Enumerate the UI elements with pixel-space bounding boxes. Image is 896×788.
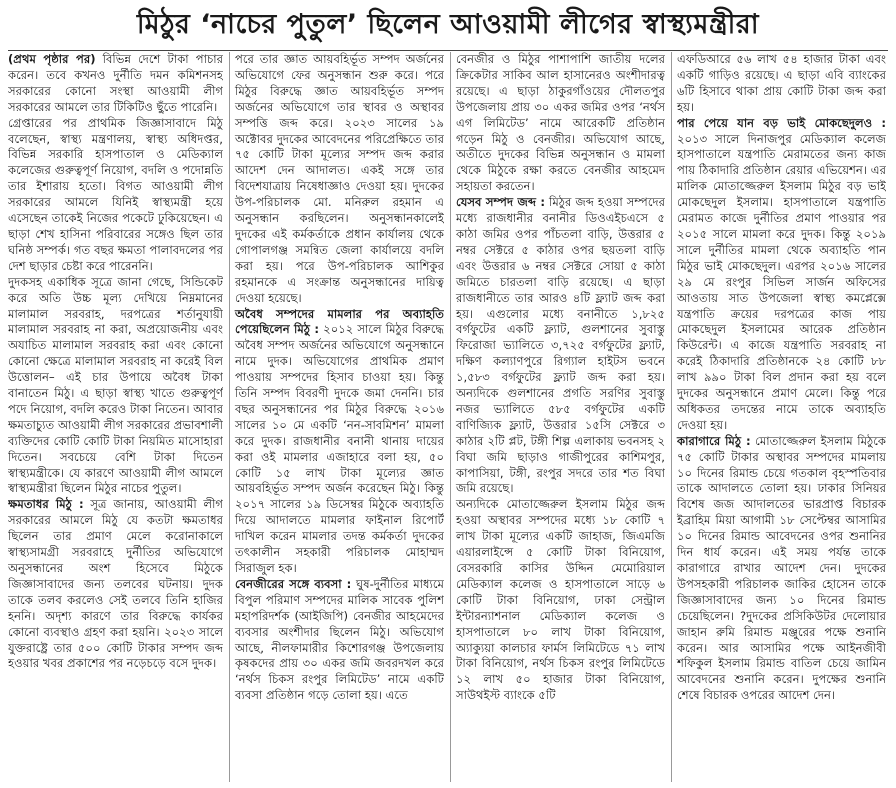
paragraph-text: ঘুষ-দুর্নীতির মাধ্যমে বিপুল পরিমাণ সম্পদের মালিক সাবেক পুলিশ মহাপরিদর্শক (আইজিপি) বেনজীর আহমেদের ব্যবসার অংশীদার ছিলেন মিঠু। অভিযোগ আছে, নীলফামারীর কিশোরগঞ্জ উপজেলায় কৃষকদের প্রায় ৩০ একর জমি জবরদখল করে ‘নর্থস চিকস রংপুর লিমিটেড’ নামে একটি ব্যবসা প্রতিষ্ঠান গড়ে তোলা হয়। এতে bbox=[235, 576, 444, 703]
subheading: ক্ষমতাধর মিঠু : bbox=[8, 497, 84, 512]
continued-from-marker: (প্রথম পৃষ্ঠার পর) bbox=[8, 52, 96, 66]
paragraph bbox=[456, 195, 665, 497]
paragraph bbox=[235, 307, 444, 577]
paragraph: বেনজীর ও মিঠুর পাশাপাশি জাতীয় দলের ক্রিকেটার সাকিব আল হাসানেরও অংশীদারত্ব রয়েছে। এ ছাড়া ঠাকুরগাঁওয়ের দৌলতপুর উপজেলায় প্রায় ৩০ একর জমির ওপর ‘নর্থস এগ লিমিটেড’ নামে আরেকটি প্রতিষ্ঠান গড়েন মিঠু ও বেনজীর। অভিযোগ আছে, অতীতে দুদকের বিভিন্ন অনুসন্ধান ও মামলা থেকে মিঠুকে রক্ষা করতে বেনজীর আহমেদ সহায়তা করতেন। bbox=[456, 52, 665, 194]
subheading: অবৈধ সম্পদের মামলার পর অব্যাহতি পেয়েছিলেন মিঠু : bbox=[235, 306, 444, 337]
paragraph-text: ২০১২ সালে মিঠুর বিরুদ্ধে অবৈধ সম্পদ অর্জনের অভিযোগে অনুসন্ধানে নামে দুদক। অভিযোগের প্রাথমিক প্রমাণ পাওয়ায় সম্পদের হিসাব চাওয়া হয়। কিন্তু তিনি সম্পদ বিবরণী দুদকে জমা দেননি। চার বছর অনুসন্ধানের পর মিঠুর বিরুদ্ধে ২০১৬ সালের ১০ মে একটি ‘নন-সাবমিশন’ মামলা করে দুদক। রাজধানীর বনানী থানায় দায়ের করা ওই মামলার এজাহারে বলা হয়, ৫০ কোটি ১৫ লাখ টাকা মূল্যের জ্ঞাত আয়বহির্ভূত সম্পদ অর্জন করেছেন মিঠু। কিন্তু ২০১৭ সালের ১৯ ডিসেম্বর মিঠুকে অব্যাহতি দিয়ে আদালতে মামলার ফাইনাল রিপোর্ট দাখিল করেন মামলার তদন্ত কর্মকর্তা দুদকের তৎকালীন সহকারী পরিচালক মোহাম্মদ সিরাজুল হক। bbox=[235, 322, 444, 575]
article-column-3 bbox=[450, 52, 665, 782]
subheading: যেসব সম্পদ জব্দ : bbox=[456, 195, 545, 210]
subheading: কারাগারে মিঠু : bbox=[677, 433, 751, 448]
article-column-1 bbox=[8, 52, 223, 782]
article-headline: মিঠুর ‘নাচের পুতুল’ ছিলেন আওয়ামী লীগের স্বাস্থ্যমন্ত্রীরা bbox=[136, 9, 760, 40]
paragraph bbox=[235, 577, 444, 704]
headline-rule bbox=[8, 50, 888, 51]
paragraph: গ্রেপ্তারের পর প্রাথমিক জিজ্ঞাসাবাদে মিঠু বলেছেন, স্বাস্থ্য মন্ত্রণালয়, স্বাস্থ্য অধিদপ্তর, বিভিন্ন সরকারি হাসপাতাল ও মেডিক্যাল কলেজের গুরুত্বপূর্ণ নিয়োগ, বদলি ও পদোন্নতি তার ইশারায় হতো। বিগত আওয়ামী লীগ সরকারের আমলে যিনিই স্বাস্থ্যমন্ত্রী হয়ে এসেছেন তাকেই নিজের পকেটে ঢুকিয়েছেন। এ ছাড়া শেখ হাসিনা পরিবারের সঙ্গেও ছিল তার ঘনিষ্ঠ সম্পর্ক। গত বছর ক্ষমতা পালাবদলের পর দেশ ছাড়ার চেষ্টা করে পারেননি। bbox=[8, 115, 223, 273]
paragraph bbox=[677, 434, 886, 704]
paragraph bbox=[8, 52, 223, 116]
paragraph-text: মিঠুর জব্দ হওয়া সম্পদের মধ্যে রাজধানীর বনানীর ডিওএইচএসে ৫ কাঠা জমির ওপর পাঁচতলা বাড়ি, উত্তরার ৫ নম্বর সেক্টরে ৫ কাঠার ওপর ছয়তলা বাড়ি এবং উত্তরার ৬ নম্বর সেক্টরে সোয়া ৫ কাঠা জমিতে চারতলা বাড়ি রয়েছে। এ ছাড়া রাজধানীতে তার আরও ৪টি ফ্ল্যাট জব্দ করা হয়। এগুলোর মধ্যে বনানীতে ১,৮২৫ বর্গফুটের একটি ফ্ল্যাট, গুলশানের সুবাস্তু ফিরোজা ভ্যালিতে ৩,৭২৫ বর্গফুটের ফ্ল্যাট, দক্ষিণ কল্যাণপুরে রিগ্যাল হাইটস ভবনে ১,৫৮৩ বর্গফুটের ফ্ল্যাট জব্দ করা হয়। অন্যদিকে গুলশানের প্রগতি সরণির সুবাস্তু নজর ভ্যালিতে ৫৮৫ বর্গফুটের একটি বাণিজ্যিক ফ্ল্যাট, উত্তরার ১৫সি সেক্টরে ৩ কাঠার ২টি প্লট, টঙ্গী শিল্প এলাকায় ভবনসহ ২ বিঘা জমি ছাড়াও গাজীপুরের কাশিমপুর, কাপাসিয়া, টঙ্গী, রংপুর সদরে তার শত বিঘা জমি রয়েছে। bbox=[456, 195, 665, 496]
paragraph: দুদকসহ একাধিক সূত্রে জানা গেছে, সিন্ডিকেট করে অতি উচ্চ মূল্য দেখিয়ে নিম্নমানের মালামাল সরবরাহ, দরপত্রের শর্তানুযায়ী মালামাল সরবরাহ না করা, অপ্রয়োজনীয় এবং অযাচিত মালামাল সরবরাহ করা এবং কোনো কোনো ক্ষেত্রে মালামাল সরবরাহ না করেই বিল উত্তোলন– এই চার উপায়ে অবৈধ টাকা বানাতেন মিঠু। এ ছাড়া স্বাস্থ্য খাতে গুরুত্বপূর্ণ পদে নিয়োগ, বদলি করেও টাকা নিতেন। আবার ক্ষমতাচ্যুত আওয়ামী লীগ সরকারের প্রভাবশালী ব্যক্তিদের কোটি কোটি টাকা নিয়মিত মাসোহারা দিতেন। সবচেয়ে বেশি টাকা দিতেন স্বাস্থ্যমন্ত্রীকে। যে কারণে আওয়ামী লীগ আমলে স্বাস্থ্যমন্ত্রীরা ছিলেন মিঠুর নাচের পুতুল। bbox=[8, 274, 223, 496]
paragraph: পরে তার জ্ঞাত আয়বহির্ভূত সম্পদ অর্জনের অভিযোগে ফের অনুসন্ধান শুরু করে। পরে মিঠুর বিরুদ্ধে জ্ঞাত আয়বহির্ভূত সম্পদ অর্জনের অভিযোগে তার স্থাবর ও অস্থাবর সম্পত্তি জব্দ করে। ২০২৩ সালের ১৯ অক্টোবর দুদকের আবেদনের পরিপ্রেক্ষিতে তার ৭৫ কোটি টাকা মূল্যের সম্পদ জব্দ করার আদেশ দেন আদালত। একই সঙ্গে তার বিদেশযাত্রায় নিষেধাজ্ঞাও দেওয়া হয়। দুদকের উপ-পরিচালক মো. মনিরুল রহমান এ অনুসন্ধান করছিলেন। অনুসন্ধানকালেই দুদকের এই কর্মকর্তাকে প্রধান কার্যালয় থেকে গোপালগঞ্জ সমন্বিত জেলা কার্যালয়ে বদলি করা হয়। পরে উপ-পরিচালক আশিকুর রহমানকে এ সংক্রান্ত অনুসন্ধানের দায়িত্ব দেওয়া হয়েছে। bbox=[235, 52, 444, 305]
paragraph bbox=[8, 497, 223, 672]
paragraph-text: মোতাজ্জেরুল ইসলাম মিঠুকে ৭৫ কোটি টাকার অস্থাবর সম্পদের মামলায় ১০ দিনের রিমান্ড চেয়ে গতকাল বৃহস্পতিবার তাকে আদালতে তোলা হয়। ঢাকার সিনিয়র বিশেষ জজ আদালতের ভারপ্রাপ্ত বিচারক ইব্রাহিম মিয়া আগামী ১৮ সেপ্টেম্বর আসামির ১০ দিনের রিমান্ড আবেদনের ওপর শুনানির দিন ধার্য করেন। এই সময় পর্যন্ত তাকে কারাগারে রাখার আদেশ দেন। দুদকের উপসহকারী পরিচালক জাকির হোসেন তাকে জিজ্ঞাসাবাদের জন্য ১০ দিনের রিমান্ড চেয়েছিলেন। ?দুদকের প্রসিকিউটর দেলোয়ার জাহান রুমি রিমান্ড মঞ্জুরের পক্ষে শুনানি করেন। আর আসামির পক্ষে আইনজীবী শফিকুল ইসলাম রিমান্ড বাতিল চেয়ে জামিন আবেদনের শুনানি করেন। দুপক্ষের শুনানি শেষে বিচারক ওপরের আদেশ দেন। bbox=[677, 433, 886, 703]
paragraph: এফডিআরে ৫৬ লাখ ৫৪ হাজার টাকা এবং একটি গাড়িও রয়েছে। এ ছাড়া এবি ব্যাংকের ৬টি হিসাবে থাকা প্রায় কোটি টাকা জব্দ করা হয়। bbox=[677, 52, 886, 114]
article-columns bbox=[8, 52, 888, 782]
paragraph-text: সূত্র জানায়, আওয়ামী লীগ সরকারের আমলে মিঠু যে কতটা ক্ষমতাধর ছিলেন তার প্রমাণ মেলে করোনাকালে স্বাস্থ্যসামগ্রী সরবরাহে দুর্নীতির অভিযোগে অনুসন্ধানের অংশ হিসেবে মিঠুকে জিজ্ঞাসাবাদের জন্য তলবের ঘটনায়। দুদক তাকে তলব করলেও সেই তলবে তিনি হাজির হননি। অদৃশ্য কারণে তার বিরুদ্ধে কার্যকর কোনো ব্যবস্থাও গ্রহণ করা হয়নি। ২০২৩ সালে যুক্তরাষ্ট্রে তার ৫০০ কোটি টাকার সম্পদ জব্দ হওয়ার খবর প্রকাশের পর নড়েচড়ে বসে দুদক। bbox=[8, 497, 223, 671]
paragraph: অন্যদিকে মোতাজ্জেরুল ইসলাম মিঠুর জব্দ হওয়া অস্থাবর সম্পদের মধ্যে ১৮ কোটি ৭ লাখ টাকা মূল্যের একটি জাহাজ, জিএমজি এয়ারলাইন্সে ৫ কোটি টাকা বিনিয়োগ, বেসরকারি কাসির উদ্দিন মেমোরিয়াল মেডিক্যাল কলেজ ও হাসপাতালে সাড়ে ৬ কোটি টাকা বিনিয়োগ, ঢাকা সেন্ট্রাল ইন্টারন্যাশনাল মেডিক্যাল কলেজ ও হাসপাতালে ৮০ লাখ টাকা বিনিয়োগ, অ্যাক্যুয়া কালচার ফার্মস লিমিটেডে ৭১ লাখ টাকা বিনিয়োগ, নর্থস চিকস রংপুর লিমিটেডে ১২ লাখ ৫০ হাজার টাকা বিনিয়োগ, সাউথইস্ট ব্যাংকে ৫টি bbox=[456, 497, 665, 703]
paragraph-text: ২০১৩ সালে দিনাজপুর মেডিক্যাল কলেজ হাসপাতালে যন্ত্রপাতি মেরামতের জন্য কাজ পায় ঠিকাদারি প্রতিষ্ঠান রেয়ার এভিয়েশন। এর মালিক মোতাজ্জেরুল ইসলাম মিঠুর বড় ভাই মোকছেদুল ইসলাম। হাসপাতালে যন্ত্রপাতি মেরামত কাজে দুর্নীতির প্রমাণ পাওয়ার পর ২০১৫ সালে মামলা করে দুদক। কিন্তু ২০১৯ সালে দুর্নীতির মামলা থেকে অব্যাহতি পান মিঠুর ভাই মোকছেদুল। এরপর ২০১৬ সালের ২৯ মে রংপুর সিভিল সার্জন অফিসের আওতায় সাত উপজেলা স্বাস্থ্য কমপ্লেক্সে যন্ত্রপাতি ক্রয়ের দরপত্রের কাজ পায় মোকছেদুল ইসলামের আরেক প্রতিষ্ঠান কিউরেন্ট। এ কাজে যন্ত্রপাতি সরবরাহ না করেই ঠিকাদারি প্রতিষ্ঠানকে ২৪ কোটি ৮৮ লাখ ৯৯০ টাকা বিল প্রদান করা হয় বলে দুদকের অনুসন্ধানে প্রমাণ মেলে। কিন্তু পরে অধিকতর তদন্তের নামে তাকে অব্যাহতি দেওয়া হয়। bbox=[677, 131, 886, 432]
paragraph bbox=[677, 116, 886, 434]
paragraph-text: বিভিন্ন দেশে টাকা পাচার করেন। তবে কখনও দুর্নীতি দমন কমিশনসহ সরকারের কোনো সংস্থা আওয়ামী লীগ সরকারের আমলে তার টিকিটিও ছুঁতে পারেনি। bbox=[8, 52, 223, 114]
article-column-2 bbox=[229, 52, 444, 782]
article-column-4 bbox=[671, 52, 886, 782]
subheading: পার পেয়ে যান বড় ভাই মোকছেদুলও : bbox=[677, 115, 886, 130]
subheading: বেনজীরের সঙ্গে ব্যবসা : bbox=[235, 576, 352, 591]
